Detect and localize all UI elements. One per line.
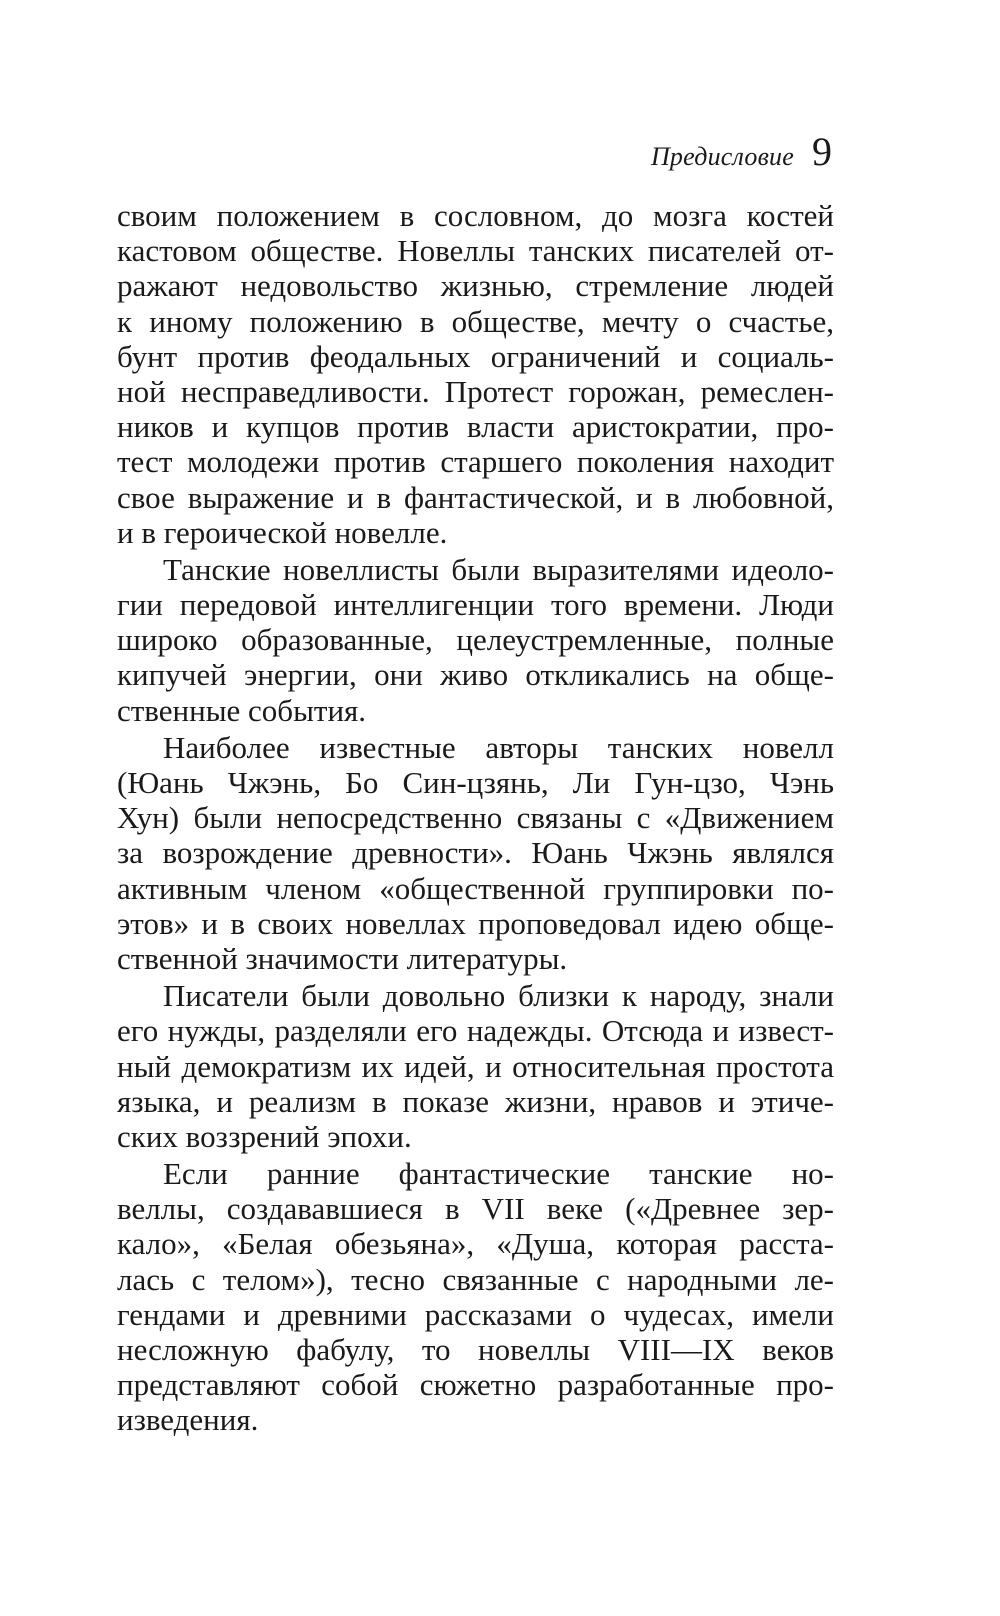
text-line: бунт против феодальных ограничений и социаль- [117,338,834,374]
text-line: языка, и реализм в показе жизни, нравов и этиче- [117,1083,834,1119]
text-line: ный демократизм их идей, и относительная простота [117,1048,834,1084]
text-line: Если ранние фантастические танские но- [163,1156,834,1192]
text-line: к иному положению в обществе, мечту о счастье, [117,303,834,339]
text-line: (Юань Чжэнь, Бо Син-цзянь, Ли Гун-цзо, Чэнь [117,765,834,800]
text-line: ражают недовольство жизнью, стремление людей [117,268,834,304]
text-line: свое выражение и в фантастической, и в любовной, [117,479,834,515]
text-line: активным членом «общественной группировки по- [117,870,834,906]
paragraph-4 [117,978,834,1154]
text-line: широко образованные, целеустремленные, полные [117,622,834,658]
text-line: представляют собой сюжетно разработанные про- [117,1367,834,1403]
paragraph-3 [117,730,834,976]
running-title: Предисловие [650,142,794,171]
text-line: несложную фабулу, то новеллы VIII—IX веков [117,1332,834,1367]
text-line: Писатели были довольно близки к народу, знали [163,978,834,1014]
text-line: кипучей энергии, они живо откликались на обще- [117,657,834,693]
text-line: ников и купцов против власти аристократии, про- [117,409,834,445]
text-line: Танские новеллисты были выразителями идеоло- [163,551,834,587]
running-header [651,128,832,175]
paragraph-2 [117,552,834,728]
paragraph-5 [117,1156,834,1438]
text-line: Хун) были непосредственно связаны с «Движением [117,800,834,836]
text-line: лась с телом»), тесно связанные с народными ле- [117,1261,834,1297]
text-line: изведения. [117,1402,259,1438]
text-line: за возрождение древности». Юань Чжэнь являлся [117,835,834,871]
text-line: ственной значимости литературы. [117,940,568,976]
text-line: тест молодежи против старшего поколения находит [117,444,834,480]
text-line: этов» и в своих новеллах проповедовал идею обще- [117,905,834,941]
text-line: Наиболее известные авторы танских новелл [163,729,834,765]
text-line: ной несправедливости. Протест горожан, ремеслен- [117,373,834,409]
text-line: кастовом обществе. Новеллы танских писателей от- [117,233,834,269]
page-number: 9 [812,129,832,174]
paragraph-1 [117,198,834,550]
text-line: гендами и древними рассказами о чудесах, имели [117,1296,834,1332]
text-line: гии передовой интеллигенции того времени. Люди [117,587,834,623]
text-line: ских воззрений эпохи. [117,1118,412,1154]
text-line: кало», «Белая обезьяна», «Душа, которая расста- [117,1226,834,1262]
text-line: своим положением в сословном, до мозга костей [117,198,834,233]
text-line: веллы, создававшиеся в VII веке («Древнее зер- [117,1191,834,1227]
text-line: и в героической новелле. [117,514,448,550]
body-text [117,198,834,1438]
text-line: ственные события. [117,692,367,728]
text-line: его нужды, разделяли его надежды. Отсюда и извест- [117,1013,834,1049]
